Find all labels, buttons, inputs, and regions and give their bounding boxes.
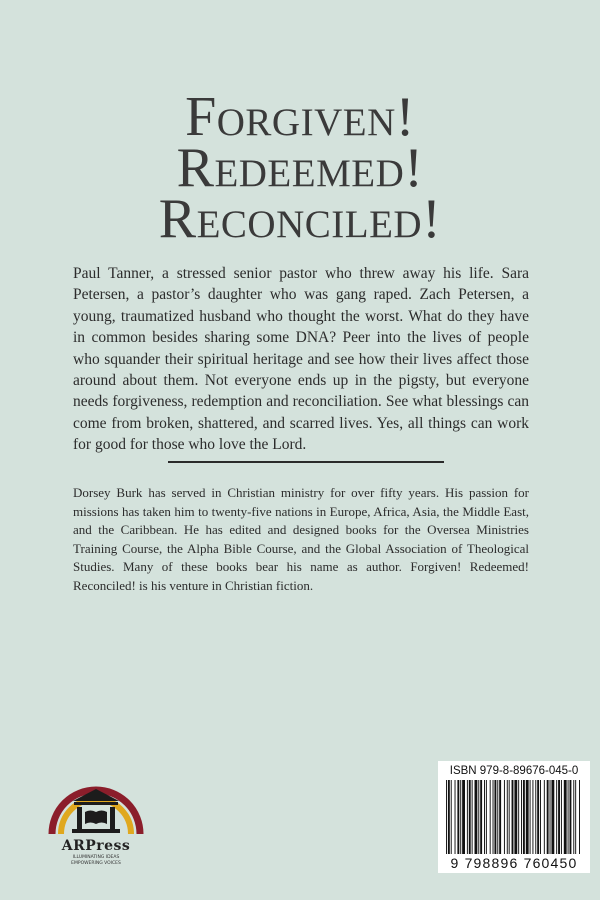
barcode-bar [490, 780, 491, 854]
barcode-bar [499, 780, 501, 854]
barcode-bar [448, 780, 450, 854]
barcode-bar [486, 780, 487, 854]
barcode-bar [455, 780, 456, 854]
barcode-bar [478, 780, 479, 854]
barcode-bar [480, 780, 482, 854]
barcode-bar [523, 780, 525, 854]
barcode-bar [568, 780, 569, 854]
barcode-bar [579, 780, 580, 854]
barcode-bar [472, 780, 473, 854]
divider-rule [168, 461, 444, 463]
barcode-bar [504, 780, 505, 854]
barcode-bar [575, 780, 576, 854]
barcode-box [438, 761, 590, 873]
author-bio: Dorsey Burk has served in Christian ministry for over fifty years. His passion for missions has taken him to twenty-five nations in Europe, Africa, Asia, the Middle East, and the Caribbean. He has edited and designed books for the Oversea Ministries Training Course, the Alpha Bible Course, and the Global Association of Theological Studies. Many of these books bear his name as author. Forgiven! Redeemed! Reconciled! is his venture in Christian fiction. [73, 485, 529, 593]
barcode-bar [493, 780, 494, 854]
barcode-bar [573, 780, 574, 854]
publisher-tagline-2: EMPOWERING VOICES [71, 860, 121, 866]
barcode-bar [509, 780, 510, 854]
publisher-tagline-1: ILLUMINATING IDEAS [72, 855, 120, 860]
barcode-bar [484, 780, 485, 854]
barcode-bar [518, 780, 519, 854]
book-title [0, 86, 600, 250]
barcode-bar [469, 780, 471, 854]
publisher-tagline [46, 855, 146, 866]
barcode-bars [444, 780, 584, 854]
barcode-bar [532, 780, 533, 854]
isbn-label: ISBN 979-8-89676-045-0 [449, 765, 579, 777]
title-line-1: Forgiven! [185, 86, 415, 148]
barcode-bar [558, 780, 560, 854]
barcode-bar [497, 780, 498, 854]
barcode-bar [537, 780, 539, 854]
barcode-bar [547, 780, 549, 854]
barcode-bar [507, 780, 508, 854]
barcode-bar [556, 780, 557, 854]
title-line-2: Redeemed! [176, 137, 424, 199]
barcode-bar [475, 780, 478, 854]
book-blurb: Paul Tanner, a stressed senior pastor who threw away his life. Sara Petersen, a pastor’s daughter who was gang raped. Zach Petersen, a young, traumatized husband who thought the worst. What do they have in common besides sharing some DNA? Peer into the lives of people who squander their spiritual heritage and see how their lives affect those around about them. Not everyone ends up in the pigsty, but everyone needs forgiveness, redemption and reconciliation. See what blessings can come from broken, shattered, and scarred lives. Yes, all things can work for good for those who love the Lord. [73, 265, 529, 454]
barcode-bar [535, 780, 536, 854]
barcode-bar [457, 780, 459, 854]
barcode-bar [462, 780, 465, 854]
barcode-bar [467, 780, 468, 854]
title-line-3: Reconciled! [158, 188, 442, 250]
barcode-bar [530, 780, 531, 854]
barcode-bar [514, 780, 517, 854]
barcode-bar [544, 780, 545, 854]
barcode-bar [460, 780, 461, 854]
barcode-bar [561, 780, 562, 854]
barcode-bar [540, 780, 541, 854]
barcode-bar [521, 780, 522, 854]
barcode-bar [494, 780, 496, 854]
barcode-bar [570, 780, 572, 854]
barcode-bar [446, 780, 447, 854]
barcode-bar [551, 780, 554, 854]
barcode-bar [564, 780, 567, 854]
barcode-bar [526, 780, 529, 854]
barcode-bar [512, 780, 514, 854]
barcode-bar [550, 780, 551, 854]
publisher-name: ARPress [61, 838, 131, 854]
barcode-digits: 9 798896 760450 [450, 855, 578, 871]
barcode-bar [451, 780, 452, 854]
